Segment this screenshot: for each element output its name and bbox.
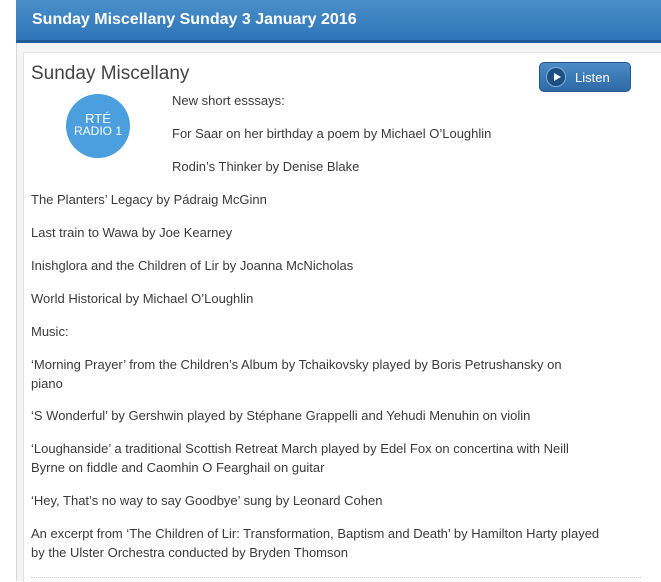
list-item: Byrne on fiddle and Caomhin O Fearghail on guitar xyxy=(31,460,325,475)
list-item: An excerpt from ‘The Children of Lir: Transformation, Baptism and Death’ by Hamilton Harty played xyxy=(31,526,600,541)
page-title: Sunday Miscellany Sunday 3 January 2016 xyxy=(32,11,357,28)
list-item: ‘Hey, That’s no way to say Goodbye’ sung by Leonard Cohen xyxy=(31,493,383,508)
list-item: by the Ulster Orchestra conducted by Bryden Thomson xyxy=(31,545,348,560)
listen-label: Listen xyxy=(575,70,610,85)
list-item: Rodin’s Thinker by Denise Blake xyxy=(172,159,360,174)
logo-line1: RTÉ xyxy=(85,111,111,126)
music-heading: Music: xyxy=(31,324,69,339)
list-item: World Historical by Michael O’Loughlin xyxy=(31,291,254,306)
list-item: piano xyxy=(31,376,63,391)
list-item: The Planters’ Legacy by Pádraig McGinn xyxy=(31,192,267,207)
list-item: Inishglora and the Children of Lir by Joanna McNicholas xyxy=(31,258,354,273)
listen-button[interactable] xyxy=(539,62,631,92)
list-item: ‘Loughanside’ a traditional Scottish Retreat March played by Edel Fox on concertina with Neill xyxy=(31,441,569,456)
list-item: For Saar on her birthday a poem by Michael O’Loughlin xyxy=(172,126,492,141)
logo-line2: RADIO 1 xyxy=(73,124,122,138)
play-icon xyxy=(546,67,566,87)
list-item: ‘Morning Prayer’ from the Children’s Album by Tchaikovsky played by Boris Petrushansky on xyxy=(31,357,562,372)
header-bar xyxy=(16,0,661,43)
programme-title: Sunday Miscellany xyxy=(31,63,190,84)
list-item: Last train to Wawa by Joe Kearney xyxy=(31,225,233,240)
list-item: New short esssays: xyxy=(172,93,285,108)
rte-radio1-logo xyxy=(66,94,130,158)
list-item: ‘S Wonderful’ by Gershwin played by Stéphane Grappelli and Yehudi Menuhin on violin xyxy=(31,408,531,423)
divider xyxy=(31,577,641,578)
